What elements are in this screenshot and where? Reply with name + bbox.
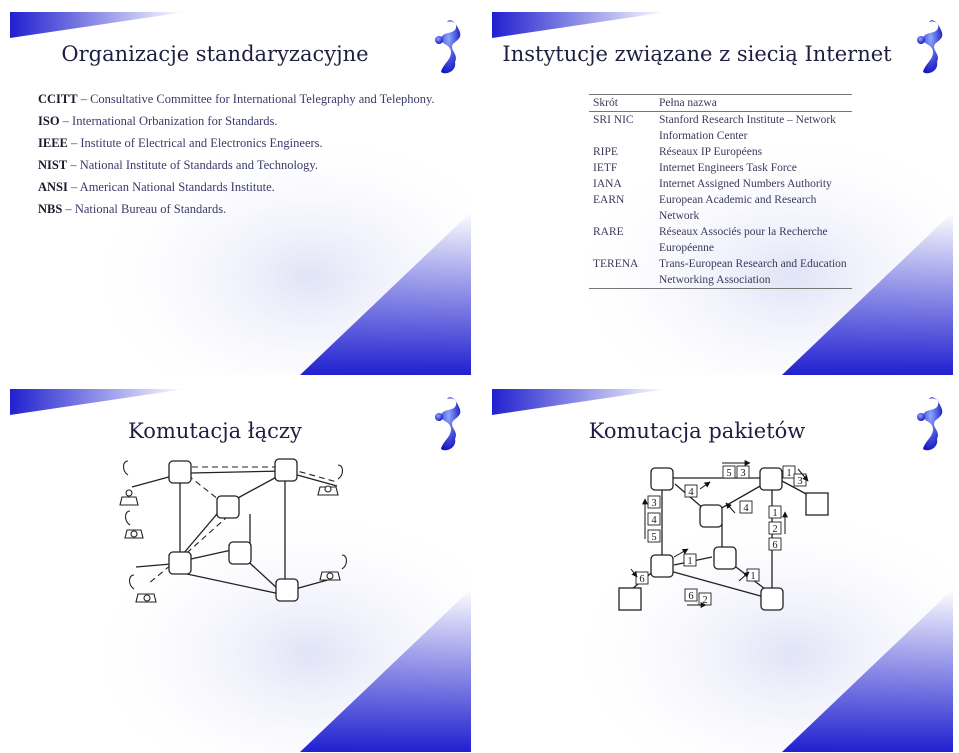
list-item: ISO – International Orbanization for Standards.: [38, 114, 278, 128]
switch-node: [651, 468, 673, 490]
packet-label: 1: [687, 556, 693, 567]
page-title: Komutacja pakietów: [588, 419, 806, 443]
switch-node: [651, 555, 673, 577]
institutions-table: [589, 94, 852, 289]
packet-label: 1: [750, 571, 756, 582]
table-row: SRI NIC Stanford Research Institute – Network Information Center: [593, 114, 836, 142]
column-header-abbr: Skrót: [593, 97, 618, 109]
page-title: Instytucje związane z siecią Internet: [502, 42, 892, 66]
packet-label: 5: [651, 532, 657, 543]
switch-node: [761, 588, 783, 610]
slide-komutacja-laczy: [10, 389, 471, 752]
list-item: NIST – National Institute of Standards and Technology.: [38, 158, 318, 172]
packet-label: 2: [702, 595, 708, 606]
switch-node: [169, 552, 191, 574]
circuit-switching-diagram: [10, 389, 471, 752]
host-node: [619, 588, 641, 610]
telephone-icon: [130, 575, 157, 602]
packet-label: 6: [772, 540, 778, 551]
table-header-row: [589, 95, 852, 112]
switch-node: [700, 505, 722, 527]
packet-label: 1: [786, 468, 792, 479]
switch-node: [276, 579, 298, 601]
list-item: NBS – National Bureau of Standards.: [38, 202, 227, 216]
host-node: [806, 493, 828, 515]
table-row: RIPE Réseaux IP Européens: [593, 146, 763, 158]
packet-label: 4: [651, 515, 657, 526]
slide-komutacja-pakietow: [492, 389, 953, 752]
list-item: CCITT – Consultative Committee for International Telegraphy and Telephony.: [38, 92, 435, 106]
column-header-name: Pełna nazwa: [659, 97, 717, 109]
packet-label: 3: [797, 476, 803, 487]
page-title: Komutacja łączy: [128, 419, 302, 443]
table-row: IETF Internet Engineers Task Force: [593, 162, 797, 174]
switch-node: [169, 461, 191, 483]
switch-node: [275, 459, 297, 481]
packet-label: 6: [639, 574, 645, 585]
table-row: TERENA Trans-European Research and Education Networking Association: [589, 256, 852, 289]
packet-label: 1: [772, 508, 778, 519]
telephone-icon: [320, 555, 347, 580]
packet-label: 2: [772, 524, 778, 535]
page-title: Organizacje standaryzacyjne: [61, 42, 369, 66]
slide-organizacje: [10, 12, 471, 375]
list-item: ANSI – American National Standards Institute.: [38, 180, 275, 194]
list-item: IEEE – Institute of Electrical and Electronics Engineers.: [38, 136, 323, 150]
table-row: EARN European Academic and Research Network: [593, 194, 817, 222]
switch-node: [714, 547, 736, 569]
packet-label: 4: [743, 503, 749, 514]
slide-instytucje: [492, 12, 953, 375]
packet-label: 5: [726, 468, 732, 479]
packet-label: 4: [688, 487, 694, 498]
packet-label: 3: [740, 468, 746, 479]
logo-icon: [429, 18, 465, 78]
packet-label: 3: [651, 498, 657, 509]
table-row: RARE Réseaux Associés pour la Recherche Européenne: [593, 226, 828, 254]
logo-icon: [911, 18, 947, 78]
switch-node: [760, 468, 782, 490]
packet-label: 6: [688, 591, 694, 602]
telephone-icon: [125, 511, 143, 538]
switch-node: [229, 542, 251, 564]
standards-list: [38, 92, 438, 224]
packet-switching-diagram: [492, 389, 953, 752]
switch-node: [217, 496, 239, 518]
table-row: IANA Internet Assigned Numbers Authority: [593, 178, 832, 190]
telephone-icon: [120, 461, 138, 505]
